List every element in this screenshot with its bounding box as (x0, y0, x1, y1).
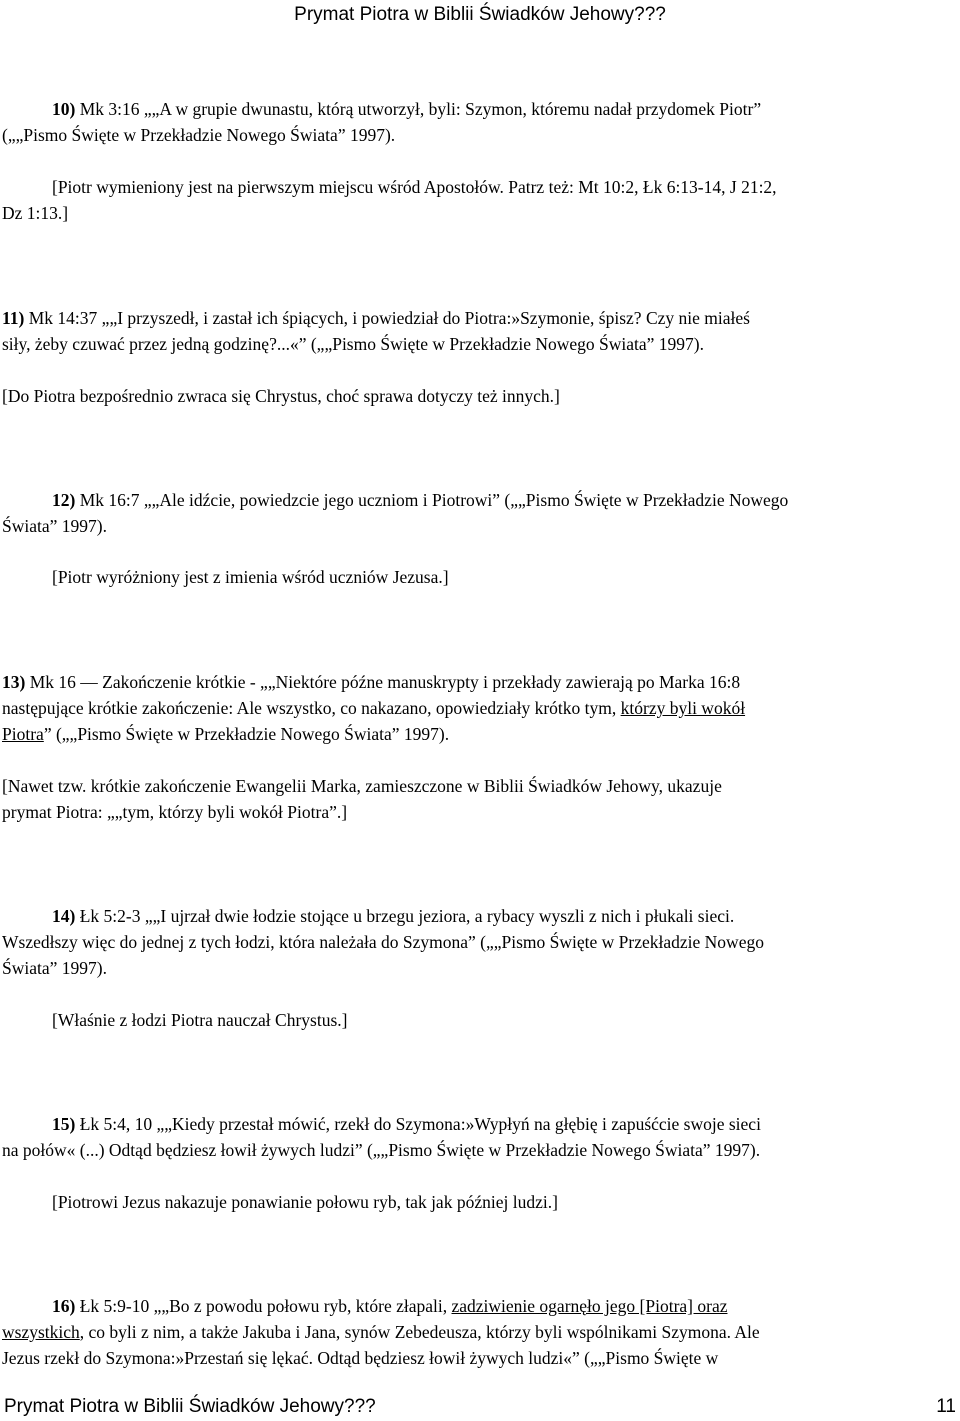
section-15-comment: [Piotrowi Jezus nakazuje ponawianie połowu ryb, tak jak później ludzi.] (52, 1192, 558, 1212)
section-13-line-3: Piotra” („„Pismo Święte w Przekładzie Nowego Świata” 1997). (2, 724, 450, 744)
section-14-line-2: Wszedłszy więc do jednej z tych łodzi, która należała do Szymona” („„Pismo Święte w Przekładzie Nowego (2, 932, 764, 952)
section-14-line-3: Świata” 1997). (2, 958, 107, 978)
section-16-line-1: 16) Łk 5:9-10 „„Bo z powodu połowu ryb, które złapali, zadziwienie ogarnęło jego [Piotra] oraz (52, 1296, 728, 1316)
section-number: 16) (52, 1296, 76, 1316)
section-number: 12) (52, 490, 76, 510)
section-number: 13) (2, 672, 26, 692)
section-11-comment: [Do Piotra bezpośrednio zwraca się Chrystus, choć sprawa dotyczy też innych.] (2, 386, 560, 406)
section-10-line-2: („„Pismo Święte w Przekładzie Nowego Świata” 1997). (2, 125, 396, 145)
section-16-line-2: wszystkich, co byli z nim, a także Jakuba i Jana, synów Zebedeusza, którzy byli wspólnikami Szymona. Ale (2, 1322, 760, 1342)
underlined-phrase: Piotra (2, 724, 44, 744)
section-13-comment-2: prymat Piotra: „„tym, którzy byli wokół Piotra”.] (2, 802, 348, 822)
section-10-comment-1: [Piotr wymieniony jest na pierwszym miejscu wśród Apostołów. Patrz też: Mt 10:2, Łk 6:13-14, J 21:2, (52, 177, 777, 197)
section-14-comment: [Właśnie z łodzi Piotra nauczał Chrystus.] (52, 1010, 348, 1030)
section-10-line-1: 10) Mk 3:16 „„A w grupie dwunastu, którą utworzył, byli: Szymon, któremu nadał przydomek Piotr” (52, 99, 762, 119)
section-number: 11) (2, 308, 25, 328)
section-12-line-1: 12) Mk 16:7 „„Ale idźcie, powiedzcie jego uczniom i Piotrowi” („„Pismo Święte w Przekładzie Nowego (52, 490, 789, 510)
section-10-comment-2: Dz 1:13.] (2, 203, 69, 223)
section-13-comment-1: [Nawet tzw. krótkie zakończenie Ewangelii Marka, zamieszczone w Biblii Świadków Jehowy, ukazuje (2, 776, 722, 796)
section-15-line-1: 15) Łk 5:4, 10 „„Kiedy przestał mówić, rzekł do Szymona:»Wypłyń na głębię i zapuśćcie swoje sieci (52, 1114, 761, 1134)
section-number: 14) (52, 906, 76, 926)
section-15-line-2: na połów« (...) Odtąd będziesz łowił żywych ludzi” („„Pismo Święte w Przekładzie Nowego Świata” 1997). (2, 1140, 761, 1160)
section-number: 10) (52, 99, 76, 119)
section-13-line-1: 13) Mk 16 — Zakończenie krótkie - „„Niektóre późne manuskrypty i przekłady zawierają po Marka 16:8 (2, 672, 741, 692)
section-14-line-1: 14) Łk 5:2-3 „„I ujrzał dwie łodzie stojące u brzegu jeziora, a rybacy wyszli z nich i płukali sieci. (52, 906, 735, 926)
underlined-phrase: zadziwienie ogarnęło jego [Piotra] oraz (451, 1296, 728, 1316)
section-12-line-2: Świata” 1997). (2, 516, 107, 536)
section-11-line-1: 11) Mk 14:37 „„I przyszedł, i zastał ich śpiących, i powiedział do Piotra:»Szymonie, śpisz? Czy nie miałeś (2, 308, 750, 328)
section-number: 15) (52, 1114, 76, 1134)
footer-title: Prymat Piotra w Biblii Świadków Jehowy??? (4, 1396, 376, 1417)
underlined-phrase: wszystkich (2, 1322, 80, 1342)
page-header: Prymat Piotra w Biblii Świadków Jehowy??? (294, 4, 666, 25)
page-number: 11 (936, 1396, 956, 1417)
section-12-comment: [Piotr wyróżniony jest z imienia wśród uczniów Jezusa.] (52, 567, 449, 587)
page-footer (4, 1396, 956, 1418)
underlined-phrase: którzy byli wokół (620, 698, 746, 718)
section-13-line-2: następujące krótkie zakończenie: Ale wszystko, co nakazano, opowiedziały krótko tym, którzy byli wokół (2, 698, 746, 718)
section-16-line-3: Jezus rzekł do Szymona:»Przestań się lękać. Odtąd będziesz łowił żywych ludzi«” („„Pismo Święte w (2, 1348, 719, 1368)
section-11-line-2: siły, żeby czuwać przez jedną godzinę?...«” („„Pismo Święte w Przekładzie Nowego Świata” 1997). (2, 334, 705, 354)
